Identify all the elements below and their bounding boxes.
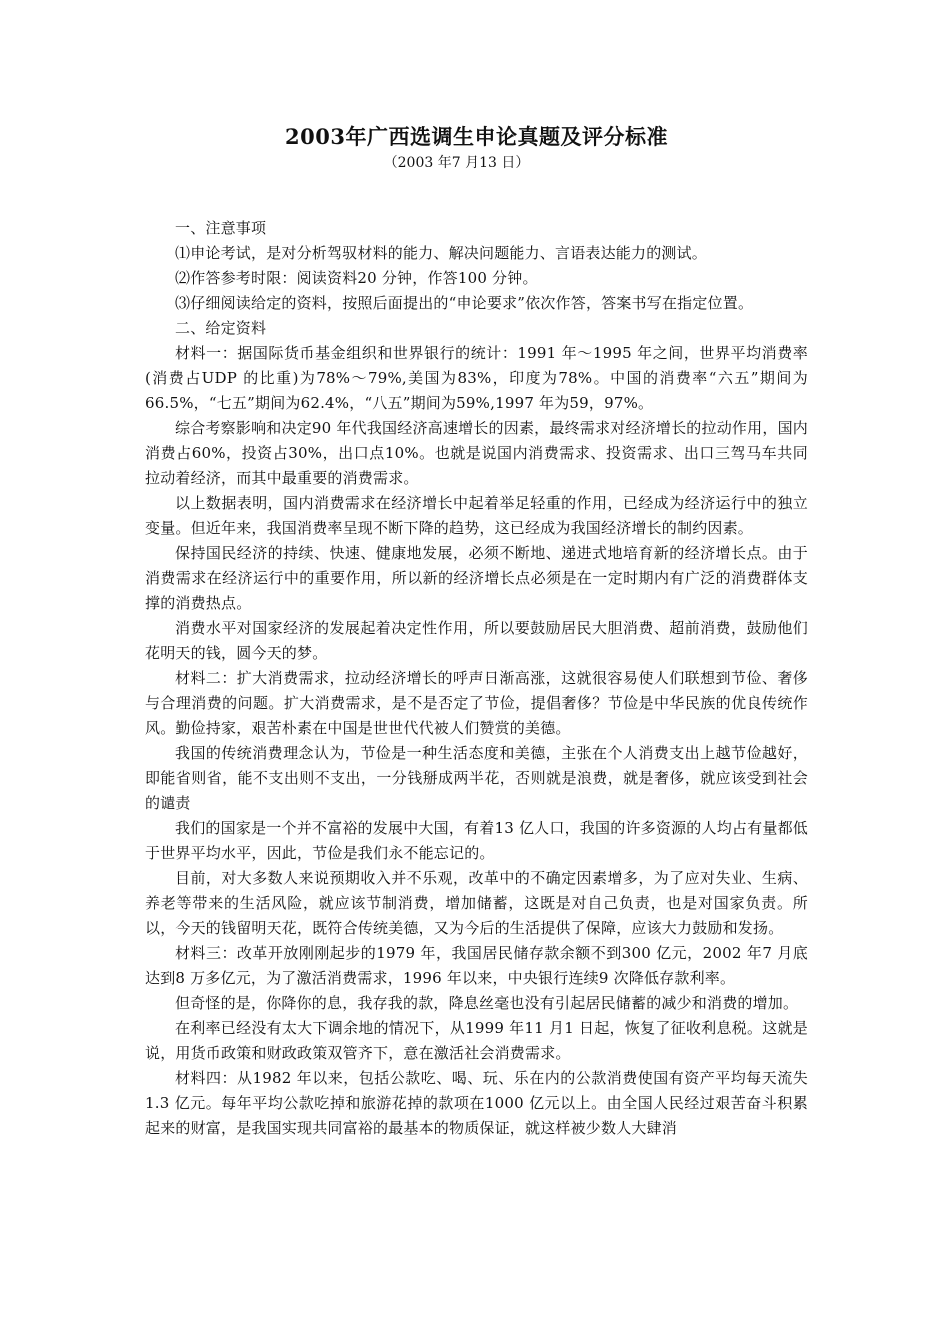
material-paragraph: 消费水平对国家经济的发展起着决定性作用，所以要鼓励居民大胆消费、超前消费，鼓励他们花明天的钱，圆今天的梦。 [145,619,808,662]
material-paragraph: 材料三：改革开放刚刚起步的1979 年，我国居民储存款余额不到300 亿元，2002 年7 月底达到8 万多亿元，为了激活消费需求，1996 年以来，中央银行连续9 次降低存款利率。 [145,944,808,987]
material-paragraph: 我们的国家是一个并不富裕的发展中大国，有着13 亿人口，我国的许多资源的人均占有量都低于世界平均水平，因此，节俭是我们永不能忘记的。 [145,819,808,862]
section-heading-materials: 二、给定资料 [175,319,267,337]
material-paragraph: 材料一：据国际货币基金组织和世界银行的统计：1991 年～1995 年之间，世界平均消费率(消费占UDP 的比重)为78%～79%,美国为83%，印度为78%。中国的消费率“六五”期间为66.5%，“七五”期间为62.4%，“八五”期间为59%,1997 年为59，97%。 [145,344,808,412]
material-paragraph: 保持国民经济的持续、快速、健康地发展，必须不断地、递进式地培育新的经济增长点。由于消费需求在经济运行中的重要作用，所以新的经济增长点必须是在一定时期内有广泛的消费群体支撑的消费热点。 [145,544,808,612]
material-paragraph: 在利率已经没有太大下调余地的情况下，从1999 年11 月1 日起，恢复了征收利息税。这就是说，用货币政策和财政政策双管齐下，意在激活社会消费需求。 [145,1019,808,1062]
material-paragraph: 材料四：从1982 年以来，包括公款吃、喝、玩、乐在内的公款消费使国有资产平均每天流失1.3 亿元。每年平均公款吃掉和旅游花掉的款项在1000 亿元以上。由全国人民经过艰苦奋斗积累起来的财富，是我国实现共同富裕的最基本的物质保证，就这样被少数人大肆消 [145,1069,808,1137]
material-paragraph: 综合考察影响和决定90 年代我国经济高速增长的因素，最终需求对经济增长的拉动作用，国内消费占60%，投资占30%，出口点10%。也就是说国内消费需求、投资需求、出口三驾马车共同拉动着经济，而其中最重要的消费需求。 [145,419,808,487]
document-date: （2003 年7 月13 日） [383,155,530,171]
document-body [145,216,808,1141]
material-paragraph: 我国的传统消费理念认为，节俭是一种生活态度和美德，主张在个人消费支出上越节俭越好，即能省则省，能不支出则不支出，一分钱掰成两半花，否则就是浪费，就是奢侈，就应该受到社会的谴责 [145,744,808,812]
material-paragraph: 以上数据表明，国内消费需求在经济增长中起着举足轻重的作用，已经成为经济运行中的独立变量。但近年来，我国消费率呈现不断下降的趋势，这已经成为我国经济增长的制约因素。 [145,494,808,537]
note-item-2: ⑵作答参考时限：阅读资料20 分钟，作答100 分钟。 [175,269,538,287]
section-heading-notes: 一、注意事项 [175,219,267,237]
material-paragraph: 目前，对大多数人来说预期收入并不乐观，改革中的不确定因素增多，为了应对失业、生病、养老等带来的生活风险，就应该节制消费，增加储蓄，这既是对自己负责，也是对国家负责。所以，今天的钱留明天花，既符合传统美德，又为今后的生活提供了保障，应该大力鼓励和发扬。 [145,869,808,937]
note-item-3: ⑶仔细阅读给定的资料，按照后面提出的“申论要求”依次作答，答案书写在指定位置。 [175,294,754,312]
material-paragraph: 但奇怪的是，你降你的息，我存我的款，降息丝毫也没有引起居民储蓄的减少和消费的增加。 [175,994,799,1012]
material-paragraph: 材料二：扩大消费需求，拉动经济增长的呼声日渐高涨，这就很容易使人们联想到节俭、奢侈与合理消费的问题。扩大消费需求，是不是否定了节俭，提倡奢侈？节俭是中华民族的优良传统作风。勤俭持家，艰苦朴素在中国是世世代代被人们赞赏的美德。 [145,669,808,737]
document-page [145,122,808,1141]
document-title: 2003年广西选调生申论真题及评分标准 [285,124,668,149]
note-item-1: ⑴申论考试，是对分析驾驭材料的能力、解决问题能力、言语表达能力的测试。 [175,244,708,262]
